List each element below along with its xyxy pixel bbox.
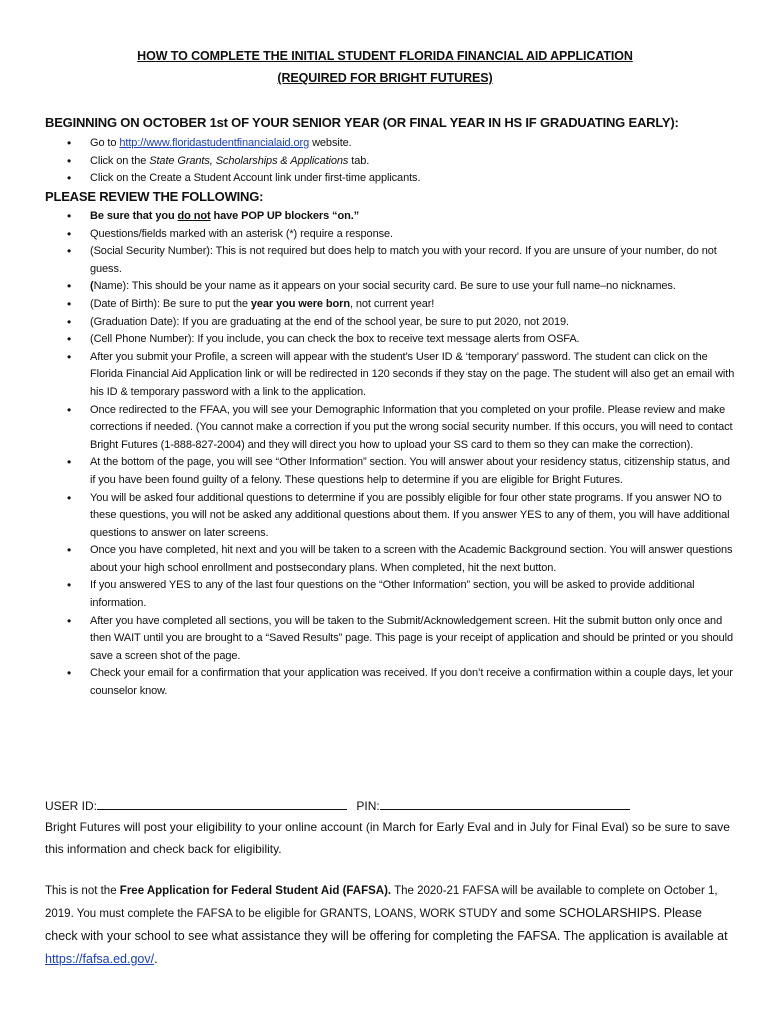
item-text: Go to xyxy=(90,137,120,149)
item-text: (Date of Birth): Be sure to put the xyxy=(90,297,251,310)
bright-futures-note: Bright Futures will post your eligibility to your online account (in March for Early Eval and in July for Final Eval) so be sure to save this information and check back for eligibility. xyxy=(45,820,730,856)
list-item: • (Social Security Number): This is not required but does help to match you with your record. If you are unsure of your number, do not guess. xyxy=(45,243,735,278)
list-item: • Check your email for a confirmation that your application was received. If you don’t receive a confirmation within a couple days, let your counselor know. xyxy=(45,665,735,700)
item-emphasis: do not xyxy=(177,210,211,222)
list-item: • At the bottom of the page, you will see “Other Information” section. You will answer about your residency status, citizenship status, and if you have been found guilty of a felony. These questions help to determine if you are eligible for Bright Futures. xyxy=(45,454,735,489)
tab-name-text: State Grants, Scholarships & Applications xyxy=(149,154,349,167)
pin-field[interactable] xyxy=(380,797,630,810)
item-text: website. xyxy=(309,137,352,149)
list-item: • If you answered YES to any of the last four questions on the “Other Information” section, you will be asked to provide additional information. xyxy=(45,577,735,612)
fafsa-text: The 2020-21 FAFSA will be available to complete on October 1, 2019. You must complete the FAFSA to be eligible for GRANTS, LOANS, WORK STUDY xyxy=(45,885,718,920)
document-title: HOW TO COMPLETE THE INITIAL STUDENT FLORIDA FINANCIAL AID APPLICATION xyxy=(137,49,633,63)
pin-label: PIN: xyxy=(356,799,380,813)
fafsa-website-link[interactable]: https://fafsa.ed.gov/ xyxy=(45,952,155,966)
fafsa-text: . xyxy=(154,952,158,966)
document-subtitle: (REQUIRED FOR BRIGHT FUTURES) xyxy=(277,71,493,85)
review-list xyxy=(45,208,735,701)
fafsa-emphasis: Free Application for Federal Student Aid (FAFSA). xyxy=(119,885,392,897)
osfa-website-link[interactable]: http://www.floridastudentfinancialaid.org xyxy=(119,137,310,149)
list-item: • Questions/fields marked with an asterisk (*) require a response. xyxy=(45,226,735,244)
list-item xyxy=(45,135,735,153)
item-text: Name): This should be your name as it appears on your social security card. Be sure to use your full name–no nicknames. xyxy=(93,280,676,293)
list-item xyxy=(45,278,735,296)
item-text: Be sure that you xyxy=(90,210,178,222)
user-id-field[interactable] xyxy=(97,797,347,810)
section-heading-review: PLEASE REVIEW THE FOLLOWING: xyxy=(45,189,264,204)
list-item: • (Graduation Date): If you are graduating at the end of the school year, be sure to put 2020, not 2019. xyxy=(45,314,735,332)
list-item xyxy=(45,153,735,171)
section-heading-october: BEGINNING ON OCTOBER 1st OF YOUR SENIOR YEAR (OR FINAL YEAR IN HS IF GRADUATING EARLY): xyxy=(45,115,679,130)
list-item: • You will be asked four additional questions to determine if you are possibly eligible for four other state programs. If you answer NO to these questions, you will not be asked any additional questions about them. If you answer YES to any of them, you will have additional questions to answer on later screens. xyxy=(45,490,735,543)
list-item: • Once you have completed, hit next and you will be taken to a screen with the Academic Background section. You will answer questions about your high school enrollment and postsecondary plans. When completed, hit the next button. xyxy=(45,542,735,577)
list-item: • Click on the Create a Student Account link under first-time applicants. xyxy=(45,170,735,188)
list-item xyxy=(45,296,735,314)
item-text: tab. xyxy=(348,154,370,167)
list-item: • Once redirected to the FFAA, you will see your Demographic Information that you completed on your profile. Please review and make corrections if needed. (You cannot make a correction if you put the wrong social security number. If this occurs, you will need to contact Bright Futures (1-888-827-2004) and they will direct you how to upload your SS card to them so they can make the correction). xyxy=(45,402,735,455)
list-item xyxy=(45,208,735,226)
item-text: , not current year! xyxy=(349,297,435,310)
list-item: • (Cell Phone Number): If you include, you can check the box to receive text message alerts from OSFA. xyxy=(45,331,735,349)
fafsa-text: and some SCHOLARSHIPS. Please check with your school to see what assistance they will be offering for completing the FAFSA. The application is available at xyxy=(45,906,728,943)
fafsa-note xyxy=(45,880,735,971)
user-id-label: USER ID: xyxy=(45,799,98,813)
item-text: Click on the xyxy=(90,154,150,167)
item-text: have POP UP blockers “on.” xyxy=(210,210,360,222)
item-emphasis: year you were born xyxy=(250,297,350,310)
list-item: • After you submit your Profile, a screen will appear with the student’s User ID & ‘temporary’ password. The student can click on the Florida Financial Aid Application link or will be redirected in 120 seconds if they stay on the page. The student will also get an email with his ID & temporary password with a link to the application. xyxy=(45,349,735,402)
credentials-line xyxy=(45,797,630,813)
list-item: • After you have completed all sections, you will be taken to the Submit/Acknowledgement screen. Hit the submit button only once and then WAIT until you are brought to a “Saved Results” page. This page is your receipt of application and should be printed or you should save a screen shot of the page. xyxy=(45,613,735,666)
steps-list xyxy=(45,135,735,188)
item-text: ( xyxy=(90,280,94,293)
fafsa-text: This is not the xyxy=(45,885,120,897)
